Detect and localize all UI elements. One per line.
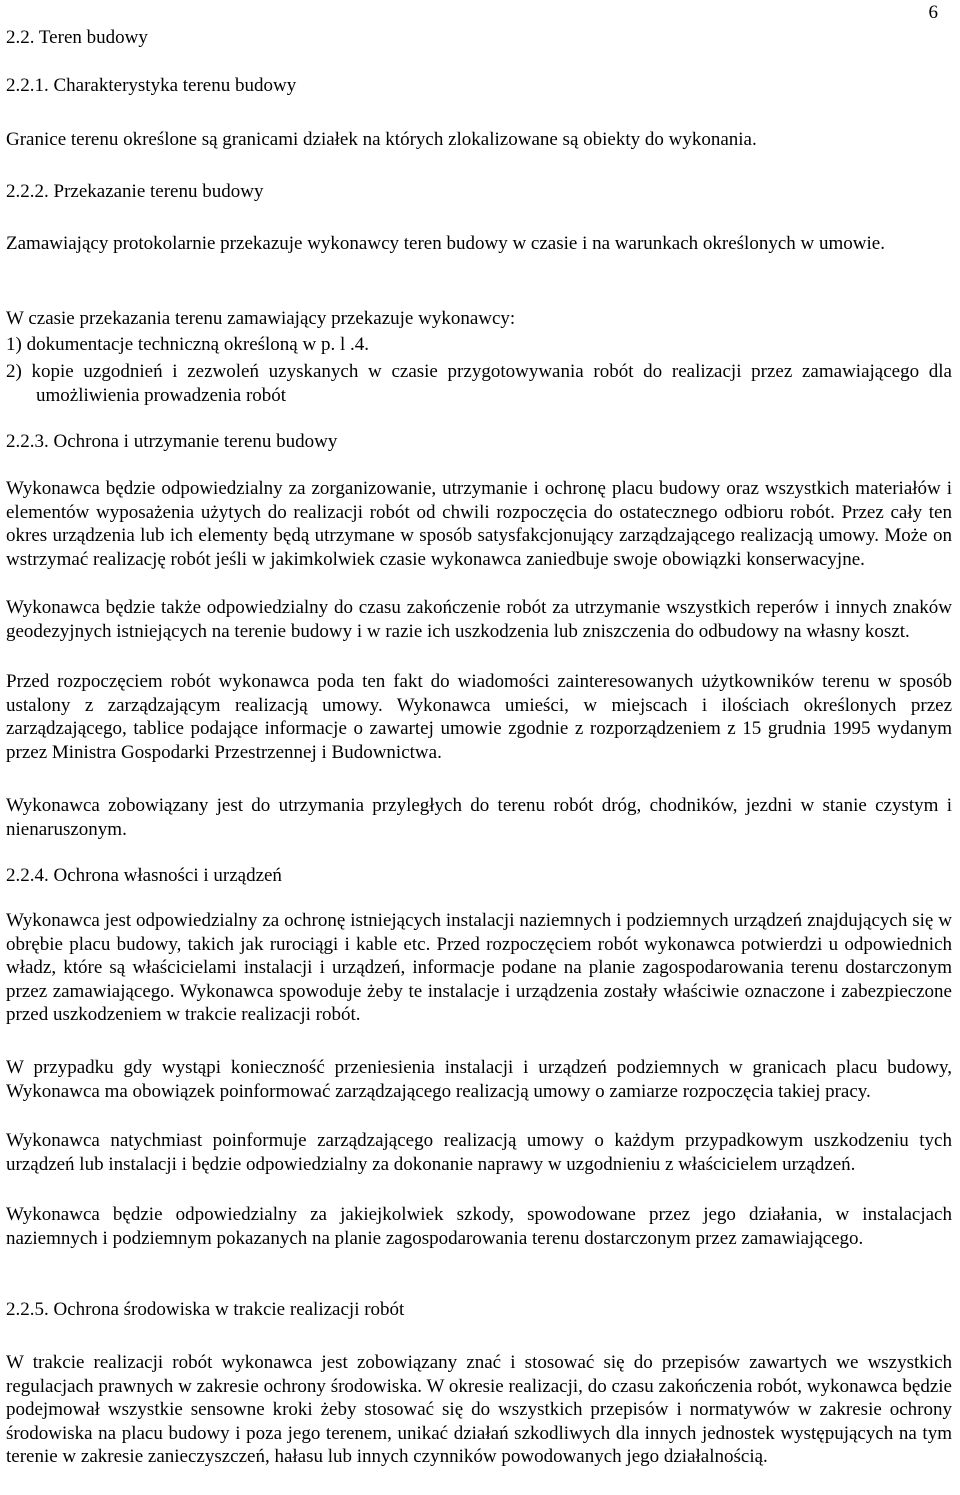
paragraph-2-2-2-2: W czasie przekazania terenu zamawiający przekazuje wykonawcy:: [6, 308, 516, 329]
paragraph-2-2-3-1: Wykonawca będzie odpowiedzialny za zorganizowanie, utrzymanie i ochronę placu budowy oraz wszystkich materiałów i elementów wyposażenia użytych do realizacji robót od chwili rozpoczęcia do ostatecznego odbioru robót. Przez cały ten okres urządzenia lub ich elementy będą utrzymane w sposób satysfakcjonujący zarządzającego realizacją umowy. Może on wstrzymać realizację robót jeśli w jakimkolwiek czasie wykonawca zaniedbuje swoje obowiązki konserwacyjne.: [6, 478, 952, 570]
page-number: 6: [928, 2, 938, 23]
paragraph-2-2-3-4: Wykonawca zobowiązany jest do utrzymania przyległych do terenu robót dróg, chodników, jezdni w stanie czystym i nienaruszonym.: [6, 795, 952, 840]
paragraph-2-2-4-1: Wykonawca jest odpowiedzialny za ochronę istniejących instalacji naziemnych i podziemnych urządzeń znajdujących się w obrębie placu budowy, takich jak rurociągi i kable etc. Przed rozpoczęciem robót wykonawca potwierdzi u odpowiednich władz, które są właścicielami instalacji i urządzeń, informacje podane na planie zagospodarowania terenu dostarczonym przez zamawiającego. Wykonawca spowoduje żeby te instalacje i urządzenia zostały właściwie oznaczone i zabezpieczone przed uszkodzeniem w trakcie realizacji robót.: [6, 910, 952, 1026]
heading-2-2-4: 2.2.4. Ochrona własności i urządzeń: [6, 865, 282, 886]
heading-2-2-2: 2.2.2. Przekazanie terenu budowy: [6, 181, 264, 202]
heading-2-2: 2.2. Teren budowy: [6, 27, 148, 48]
paragraph-2-2-4-4: Wykonawca będzie odpowiedzialny za jakiejkolwiek szkody, spowodowane przez jego działania, w instalacjach naziemnych i podziemnym pokazanych na planie zagospodarowania terenu dostarczonym przez zamawiającego.: [6, 1204, 952, 1249]
heading-2-2-5: 2.2.5. Ochrona środowiska w trakcie realizacji robót: [6, 1299, 405, 1320]
paragraph-2-2-2-1: Zamawiający protokolarnie przekazuje wykonawcy teren budowy w czasie i na warunkach określonych w umowie.: [6, 233, 885, 254]
paragraph-2-2-3-3: Przed rozpoczęciem robót wykonawca poda ten fakt do wiadomości zainteresowanych użytkowników terenu w sposób ustalony z zarządzającym realizacją umowy. Wykonawca umieści, w miejscach i ilościach określonych przez zarządzającego, tablice podające informacje o zawartej umowie zgodnie z rozporządzeniem z 15 grudnia 1995 wydanym przez Ministra Gospodarki Przestrzennej i Budownictwa.: [6, 671, 952, 763]
list-item-1: 1) dokumentacje techniczną określoną w p. l .4.: [6, 334, 369, 355]
paragraph-2-2-4-2: W przypadku gdy wystąpi konieczność przeniesienia instalacji i urządzeń podziemnych w granicach placu budowy, Wykonawca ma obowiązek poinformować zarządzającego realizacją umowy o zamiarze rozpoczęcia takiej pracy.: [6, 1057, 952, 1102]
heading-2-2-3: 2.2.3. Ochrona i utrzymanie terenu budowy: [6, 431, 338, 452]
paragraph-2-2-4-3: Wykonawca natychmiast poinformuje zarządzającego realizacją umowy o każdym przypadkowym uszkodzeniu tych urządzeń lub instalacji i będzie odpowiedzialny za dokonanie naprawy w uzgodnieniu z właścicielem urządzeń.: [6, 1130, 952, 1175]
paragraph-2-2-5-1: W trakcie realizacji robót wykonawca jest zobowiązany znać i stosować się do przepisów zawartych we wszystkich regulacjach prawnych w zakresie ochrony środowiska. W okresie realizacji, do czasu zakończenia robót, wykonawca będzie podejmował wszystkie sensowne kroki żeby stosować się do wszystkich przepisów i normatywów w zakresie ochrony środowiska na placu budowy i poza jego terenem, unikać działań szkodliwych dla innych jednostek występujących na tym terenie w zakresie zanieczyszczeń, hałasu lub innych czynników powodowanych jego działalnością.: [6, 1352, 952, 1468]
paragraph-2-2-3-2: Wykonawca będzie także odpowiedzialny do czasu zakończenie robót za utrzymanie wszystkich reperów i innych znaków geodezyjnych istniejących na terenie budowy i w razie ich uszkodzenia lub zniszczenia do odbudowy na własny koszt.: [6, 597, 952, 642]
list-item-2: 2) kopie uzgodnień i zezwoleń uzyskanych w czasie przygotowywania robót do realizacji przez zamawiającego dla umożliwienia prowadzenia robót: [6, 361, 952, 406]
paragraph-2-2-1-1: Granice terenu określone są granicami działek na których zlokalizowane są obiekty do wykonania.: [6, 129, 757, 150]
heading-2-2-1: 2.2.1. Charakterystyka terenu budowy: [6, 75, 297, 96]
